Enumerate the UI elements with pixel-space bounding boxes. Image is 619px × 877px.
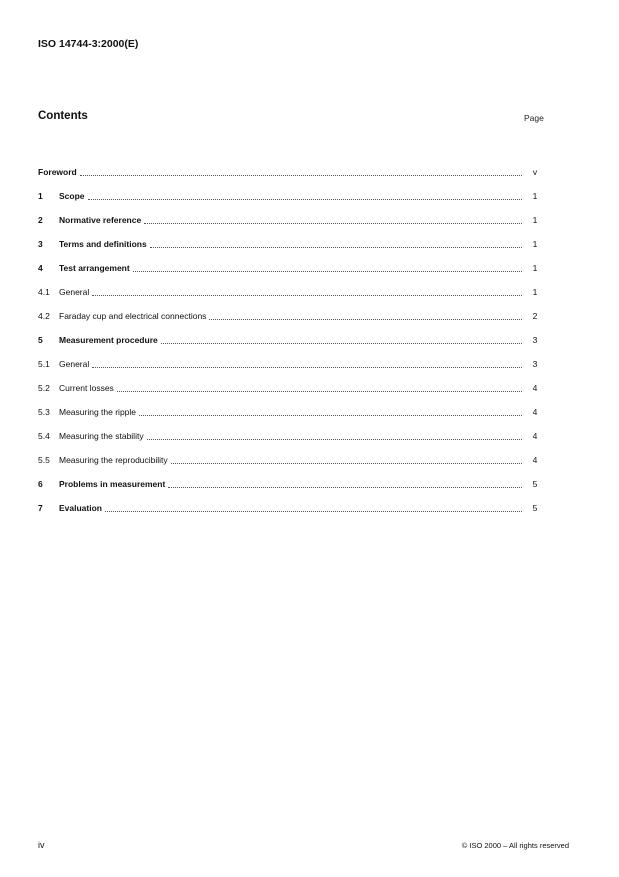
toc-entry-page: 2 <box>532 311 538 321</box>
toc-entry-number: 7 <box>38 503 43 513</box>
toc-entry-title: General <box>59 287 90 297</box>
dot-leader <box>150 246 522 248</box>
toc-entry-title: Measurement procedure <box>59 335 158 345</box>
dot-leader <box>105 510 522 512</box>
dot-leader <box>117 390 522 392</box>
toc-entry-title: Measuring the ripple <box>59 407 137 417</box>
dot-leader <box>168 486 522 488</box>
dot-leader <box>92 294 522 296</box>
dot-leader <box>209 318 522 320</box>
toc-entry-title: Measuring the stability <box>59 431 144 441</box>
toc-entry-title: Terms and definitions <box>59 239 147 249</box>
toc-entry-page: 1 <box>532 191 538 201</box>
toc-entry-number: 4.2 <box>38 311 50 321</box>
toc-entry-number: 5.4 <box>38 431 50 441</box>
toc-entry-page: 4 <box>532 383 538 393</box>
toc-entry-title: Faraday cup and electrical connections <box>59 311 207 321</box>
toc-entry-number: 4 <box>38 263 43 273</box>
toc-entry-number: 5 <box>38 335 43 345</box>
toc-entry-page: 5 <box>532 479 538 489</box>
toc-entry-number: 5.3 <box>38 407 50 417</box>
toc-entry-measurement-procedure[interactable] <box>38 328 548 352</box>
toc-entry-number: 5.5 <box>38 455 50 465</box>
toc-entry-number: 2 <box>38 215 43 225</box>
toc-entry-title: Measuring the reproducibility <box>59 455 168 465</box>
toc-entry-title: Test arrangement <box>59 263 130 273</box>
toc-entry-page: v <box>532 167 538 177</box>
document-id-header: ISO 14744-3:2000(E) <box>38 38 139 50</box>
dot-leader <box>133 270 522 272</box>
toc-entry-test-arrangement[interactable] <box>38 256 548 280</box>
toc-entry-terms-and-definitions[interactable] <box>38 232 548 256</box>
toc-entry-number: 3 <box>38 239 43 249</box>
toc-entry-number: 6 <box>38 479 43 489</box>
toc-entry-page: 1 <box>532 287 538 297</box>
toc-entry-number: 5.1 <box>38 359 50 369</box>
toc-entry-foreword[interactable] <box>38 160 548 184</box>
toc-entry-title: Scope <box>59 191 85 201</box>
toc-entry-number: 4.1 <box>38 287 50 297</box>
toc-entry-4-1-general[interactable] <box>38 280 548 304</box>
toc-entry-current-losses[interactable] <box>38 376 548 400</box>
toc-entry-title: Current losses <box>59 383 114 393</box>
toc-entry-page: 5 <box>532 503 538 513</box>
toc-entry-number: 1 <box>38 191 43 201</box>
dot-leader <box>144 222 522 224</box>
toc-entry-title: General <box>59 359 90 369</box>
toc-entry-title: Problems in measurement <box>59 479 166 489</box>
dot-leader <box>171 462 522 464</box>
toc-entry-normative-reference[interactable] <box>38 208 548 232</box>
contents-heading: Contents <box>38 110 88 122</box>
toc-entry-scope[interactable] <box>38 184 548 208</box>
toc-entry-page: 4 <box>532 431 538 441</box>
footer-copyright: © ISO 2000 – All rights reserved <box>461 841 569 850</box>
toc-entry-page: 1 <box>532 263 538 273</box>
dot-leader <box>80 174 522 176</box>
dot-leader <box>161 342 522 344</box>
toc-entry-evaluation[interactable] <box>38 496 548 520</box>
toc-entry-5-1-general[interactable] <box>38 352 548 376</box>
dot-leader <box>88 198 522 200</box>
toc-entry-faraday-cup[interactable] <box>38 304 548 328</box>
toc-entry-measuring-ripple[interactable] <box>38 400 548 424</box>
toc-entry-title: Evaluation <box>59 503 102 513</box>
toc-entry-page: 4 <box>532 455 538 465</box>
toc-entry-problems-in-measurement[interactable] <box>38 472 548 496</box>
toc-entry-number: 5.2 <box>38 383 50 393</box>
toc-entry-page: 4 <box>532 407 538 417</box>
toc-entry-page: 3 <box>532 335 538 345</box>
toc-entry-title: Foreword <box>38 167 77 177</box>
toc-entry-page: 3 <box>532 359 538 369</box>
dot-leader <box>139 414 522 416</box>
footer-page-number: iv <box>38 840 45 850</box>
dot-leader <box>147 438 522 440</box>
page-column-label: Page <box>524 113 544 123</box>
table-of-contents <box>38 160 548 520</box>
toc-entry-page: 1 <box>532 239 538 249</box>
toc-entry-title: Normative reference <box>59 215 142 225</box>
dot-leader <box>92 366 522 368</box>
toc-entry-measuring-reproducibility[interactable] <box>38 448 548 472</box>
toc-entry-page: 1 <box>532 215 538 225</box>
toc-entry-measuring-stability[interactable] <box>38 424 548 448</box>
